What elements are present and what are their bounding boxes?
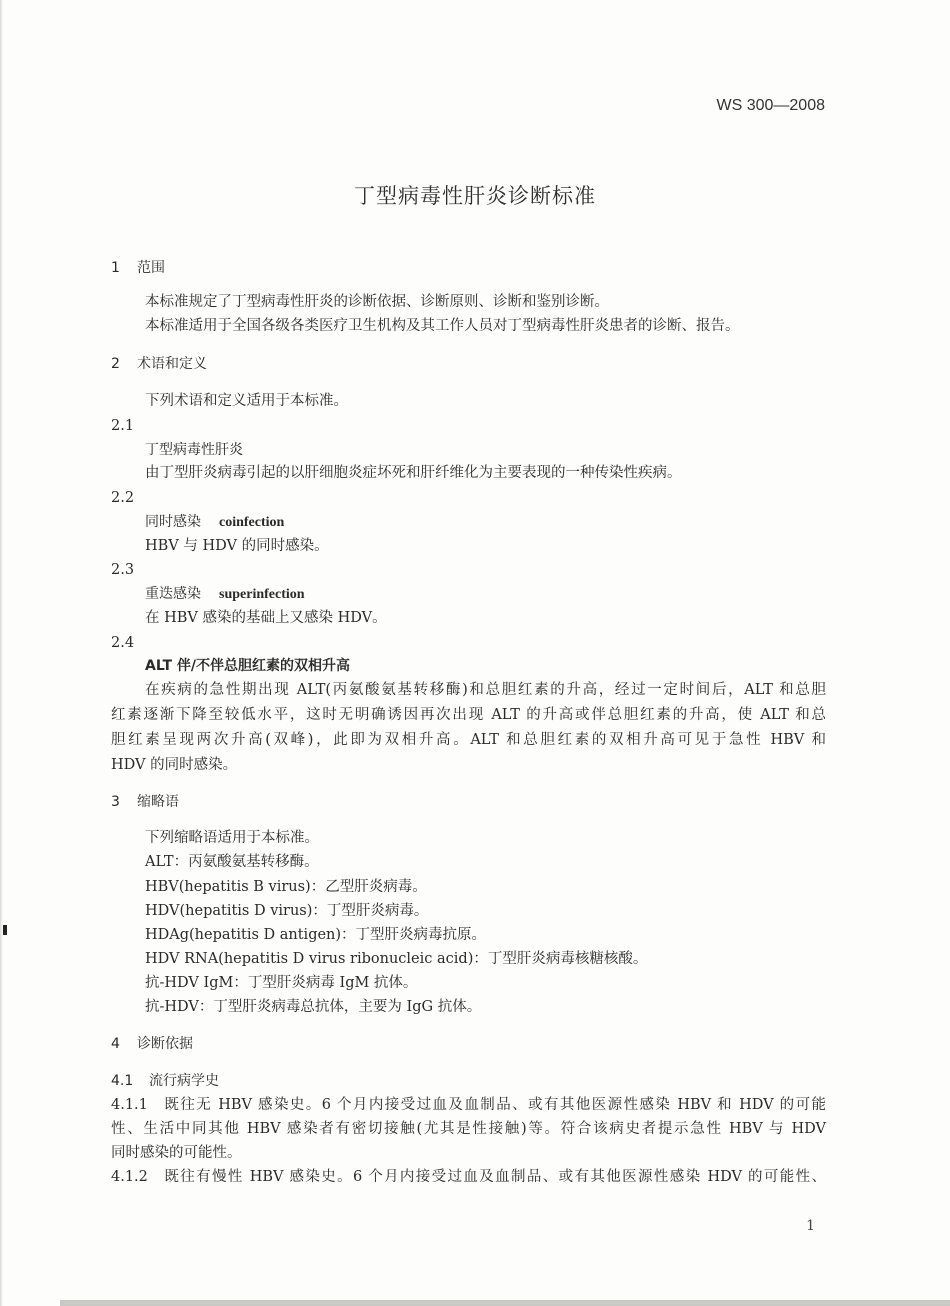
clause-4-1-1-line-1 xyxy=(111,1095,826,1115)
abbreviation-item: HDV(hepatitis D virus)：丁型肝炎病毒。 xyxy=(145,903,429,919)
document-title: 丁型病毒性肝炎诊断标准 xyxy=(354,184,596,208)
term-en: superinfection xyxy=(219,587,305,602)
section-number: 3 xyxy=(111,794,120,810)
clause-2-3-number: 2.3 xyxy=(111,562,135,578)
term-2-4: ALT 伴/不伴总胆红素的双相升高 xyxy=(145,658,350,674)
clause-4-1-2-line-1 xyxy=(111,1167,826,1187)
term-en: coinfection xyxy=(219,515,285,530)
term-2-1: 丁型病毒性肝炎 xyxy=(145,442,243,458)
clause-text: 既往有慢性 HBV 感染史。6 个月内接受过血及血制品、或有其他医源性感染 HDV 的可能性、 xyxy=(163,1169,826,1185)
term-zh: 同时感染 xyxy=(145,514,201,530)
section-3-intro: 下列缩略语适用于本标准。 xyxy=(145,830,319,846)
section-title: 术语和定义 xyxy=(137,356,207,372)
section-number: 1 xyxy=(111,260,120,276)
section-title: 范围 xyxy=(137,260,165,276)
definition-2-4-line-4: HDV 的同时感染。 xyxy=(111,757,238,773)
clause-4-1-1-line-3: 同时感染的可能性。 xyxy=(111,1145,242,1161)
section-3-heading xyxy=(111,792,179,812)
subsection-title: 流行病学史 xyxy=(149,1073,219,1089)
section-2-intro: 下列术语和定义适用于本标准。 xyxy=(145,393,348,409)
definition-2-4-line-2: 红素逐渐下降至较低水平，这时无明确诱因再次出现 ALT 的升高或伴总胆红素的升高，使 ALT 和总 xyxy=(111,707,826,723)
section-number: 2 xyxy=(111,356,120,372)
abbreviation-item: HDV RNA(hepatitis D virus ribonucleic acid)：丁型肝炎病毒核糖核酸。 xyxy=(145,951,648,967)
section-number: 4 xyxy=(111,1036,120,1052)
section-1-paragraph-2: 本标准适用于全国各级各类医疗卫生机构及其工作人员对丁型病毒性肝炎患者的诊断、报告。 xyxy=(145,318,740,334)
term-zh: 重迭感染 xyxy=(145,586,201,602)
term-2-2 xyxy=(145,512,284,533)
definition-2-1: 由丁型肝炎病毒引起的以肝细胞炎症坏死和肝纤维化为主要表现的一种传染性疾病。 xyxy=(145,465,682,481)
scan-mark xyxy=(3,925,7,935)
subsection-number: 4.1 xyxy=(111,1073,134,1089)
clause-2-1-number: 2.1 xyxy=(111,418,135,434)
abbreviation-item: ALT：丙氨酸氨基转移酶。 xyxy=(145,854,319,870)
section-1-heading xyxy=(111,258,165,278)
clause-number: 4.1.2 xyxy=(111,1169,148,1185)
clause-2-2-number: 2.2 xyxy=(111,490,135,506)
section-title: 缩略语 xyxy=(137,794,179,810)
abbreviation-item: HBV(hepatitis B virus)：乙型肝炎病毒。 xyxy=(145,879,427,895)
subsection-4-1-heading xyxy=(111,1071,219,1091)
clause-4-1-1-line-2: 性、生活中同其他 HBV 感染者有密切接触(尤其是性接触)等。符合该病史者提示急性 HBV 与 HDV xyxy=(111,1121,826,1137)
scan-edge-bottom xyxy=(60,1300,950,1306)
definition-2-2: HBV 与 HDV 的同时感染。 xyxy=(145,538,329,554)
section-4-heading xyxy=(111,1034,193,1054)
clause-number: 4.1.1 xyxy=(111,1097,148,1113)
clause-text: 既往无 HBV 感染史。6 个月内接受过血及血制品、或有其他医源性感染 HBV 和 HDV 的可能 xyxy=(163,1097,826,1113)
section-title: 诊断依据 xyxy=(137,1036,193,1052)
definition-2-4-line-3: 胆红素呈现两次升高(双峰)，此即为双相升高。ALT 和总胆红素的双相升高可见于急性 HBV 和 xyxy=(111,732,826,748)
definition-2-4-line-1: 在疾病的急性期出现 ALT(丙氨酸氨基转移酶)和总胆红素的升高，经过一定时间后，ALT 和总胆 xyxy=(145,682,826,698)
standard-number: WS 300—2008 xyxy=(716,97,825,114)
clause-2-4-number: 2.4 xyxy=(111,635,135,651)
section-1-paragraph-1: 本标准规定了丁型病毒性肝炎的诊断依据、诊断原则、诊断和鉴别诊断。 xyxy=(145,294,609,310)
section-2-heading xyxy=(111,354,207,374)
abbreviation-item: 抗-HDV：丁型肝炎病毒总抗体，主要为 IgG 抗体。 xyxy=(145,999,482,1015)
abbreviation-item: 抗-HDV IgM：丁型肝炎病毒 IgM 抗体。 xyxy=(145,975,418,991)
definition-2-3: 在 HBV 感染的基础上又感染 HDV。 xyxy=(145,610,387,626)
page-number: 1 xyxy=(806,1218,815,1234)
term-2-3 xyxy=(145,584,305,605)
abbreviation-item: HDAg(hepatitis D antigen)：丁型肝炎病毒抗原。 xyxy=(145,927,487,943)
